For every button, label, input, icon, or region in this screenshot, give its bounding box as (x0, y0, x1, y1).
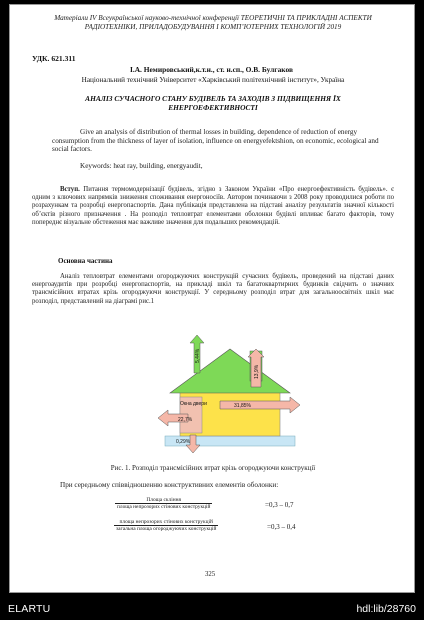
paper-page (9, 4, 415, 593)
ratio-2-numerator: площа непрозорих стінових конструкцій (114, 519, 218, 526)
intro-label: Вступ. (60, 186, 80, 193)
authors: І.А. Немировський,к.т.н., ст. н.сп., О.В. Булгаков (130, 65, 293, 74)
ratio-2-value: =0,3 – 0,4 (267, 523, 296, 531)
paper-title: АНАЛІЗ СУЧАСНОГО СТАНУ БУДІВЕЛЬ ТА ЗАХОДІВ З ПІДВИЩЕННЯ ЇХ ЕНЕРГОЕФЕКТИВНОСТІ (85, 94, 341, 112)
affiliation: Національний технічний Університет «Харківський політехнічний інститут», Україна (81, 76, 345, 84)
analysis-paragraph: Аналіз тепловтрат елементами огороджуючих конструкцій сучасних будівель, проведений на підставі даних енергоаудитів при розробці енергопаспортів, на прикладі шкіл та багатоквартирних будинків свідчить о значних трансмісійних втратах крізь огороджуючи конструкції. У середньому розподіл втрат для загальноосвітніх шкіл має розподіл, представлений на діаграмі рис.1 (32, 273, 394, 305)
roof-area (170, 349, 290, 393)
windows-value: 22,7% (178, 417, 193, 423)
ratio-2-denominator: загальна площа огороджуючих конструкцій (116, 526, 217, 532)
vent-value: 5,44% (195, 348, 201, 363)
ratio-2-fraction (114, 519, 218, 532)
walls-value: 31,85% (234, 403, 251, 409)
ratio-intro: При середньому співвідношенню конструктивних елементів оболонки: (60, 481, 279, 489)
ratio-1-denominator: площа непрозорих стінових конструкцій (117, 504, 211, 510)
windows-label: Окна двери (180, 401, 207, 407)
roof-value: 13,9% (254, 364, 260, 379)
intro-paragraph (32, 186, 394, 227)
intro-text: Питання термомодернізації будівель, згідно з Законом України «Про енергоефективність будівель». є одним з ключових напрямків зниження споживання енергоносіїв. Автором починаючи з 2008 року проводилися роботи по розрахункам та розробці енергопаспортів. Дана публікація представлена на підставі аналізу результатів значної кількості об’єктів різного призначення . На розподіл тепловтрат елементами оболонки будівлі впливає багато факторів, тому попереднє візуальне обстеження має важливе значення для подальших рекомендацій. (32, 186, 394, 226)
page-number: 325 (205, 571, 216, 578)
section-title: Основна частина (58, 257, 113, 265)
ratio-1-numerator: Площа склiння (115, 497, 212, 504)
keywords: Keywords: heat ray, building, energyaudit, (80, 162, 203, 170)
house-heat-loss-figure (110, 335, 320, 455)
abstract: Give an analysis of distribution of thermal losses in building, dependence of reduction of energy consumption from the thickness of layer of isolation, influence on energyefektshion, on economic, ecological and social factors. (52, 128, 379, 154)
repository-label: ELARTU (8, 603, 51, 615)
ratio-1-value: =0,3 – 0,7 (265, 501, 294, 509)
handle-id: hdl:lib/28760 (356, 603, 416, 615)
conference-header: Матеріали IV Всеукраїнської науково-технічної конференції ТЕОРЕТИЧНІ ТА ПРИКЛАДНІ АСПЕКТИ РАДІОТЕХНІКИ, ПРИЛАДОБУДУВАННЯ І КОМП’ЮТЕРНИХ ТЕХНОЛОГІЙ 2019 (54, 14, 372, 31)
floor-value: 0,29% (176, 439, 191, 445)
ratio-1-fraction (115, 497, 212, 510)
figure-caption: Рис. 1. Розподіл трансмісійних втрат крізь огороджуючи конструкції (110, 464, 316, 472)
udc-code: УДК. 621.311 (32, 54, 76, 63)
